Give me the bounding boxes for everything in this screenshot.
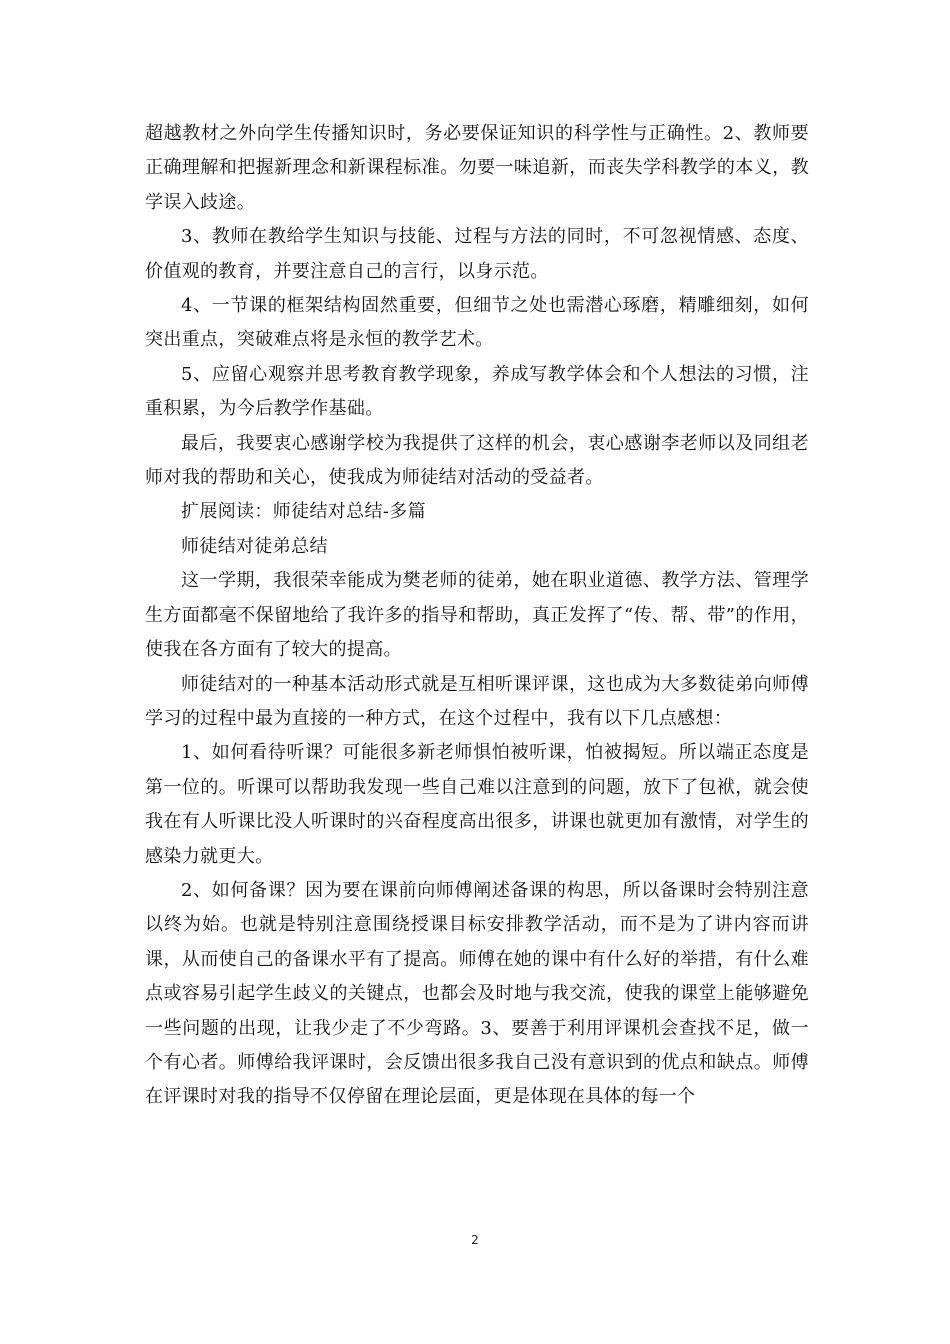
paragraph-activity-form: 师徒结对的一种基本活动形式就是互相听课评课，这也成为大多数徒弟向师傅学习的过程中最为直接的一种方式，在这个过程中，我有以下几点感想： [145,673,809,729]
paragraph-point-5: 5、应留心观察并思考教育教学现象，养成写教学体会和个人想法的习惯，注重积累，为今后教学作基础。 [145,363,809,420]
body-text [145,117,809,1115]
paragraph-intro: 这一学期，我很荣幸能成为樊老师的徒弟，她在职业道德、教学方法、管理学生方面都毫不保留地给了我许多的指导和帮助，真正发挥了“传、帮、带”的作用，使我在各方面有了较大的提高。 [145,570,809,661]
paragraph-closing-thanks: 最后，我要衷心感谢学校为我提供了这样的机会，衷心感谢李老师以及同组老师对我的帮助和关心，使我成为师徒结对活动的受益者。 [145,432,809,489]
paragraph-point-3: 3、教师在教给学生知识与技能、过程与方法的同时，不可忽视情感、态度、价值观的教育，并要注意自己的言行，以身示范。 [145,226,809,282]
paragraph-point-4: 4、一节课的框架结构固然重要，但细节之处也需潜心琢磨，精雕细刻，如何突出重点，突破难点将是永恒的教学艺术。 [145,295,809,351]
section-heading: 师徒结对徒弟总结 [181,535,328,557]
paragraph-continuation: 超越教材之外向学生传播知识时，务必要保证知识的科学性与正确性。2、教师要正确理解和把握新理念和新课程标准。勿要一味追新，而丧失学科教学的本义，教学误入歧途。 [145,123,809,213]
paragraph-point-2: 2、如何备课？因为要在课前向师傅阐述备课的构思，所以备课时会特别注意以终为始。也就是特别注意围绕授课目标安排教学活动，而不是为了讲内容而讲课，从而使自己的备课水平有了提高。师傅在她的课中有什么好的举措，有什么难点或容易引起学生歧义的关键点，也都会及时地与我交流，使我的课堂上能够避免一些问题的出现，让我少走了不少弯路。3、要善于利用评课机会查找不足，做一个有心者。师傅给我评课时，会反馈出很多我自己没有意识到的优点和缺点。师傅在评课时对我的指导不仅停留在理论层面，更是体现在具体的每一个 [145,879,809,1108]
page-number: 2 [471,1233,479,1247]
paragraph-point-1: 1、如何看待听课？可能很多新老师惧怕被听课，怕被揭短。所以端正态度是第一位的。听课可以帮助我发现一些自己难以注意到的问题，放下了包袱，就会使我在有人听课比没人听课时的兴奋程度高出很多，讲课也就更加有激情，对学生的感染力就更大。 [145,742,809,867]
paragraph-extended-reading: 扩展阅读：师徒结对总结-多篇 [181,501,426,523]
